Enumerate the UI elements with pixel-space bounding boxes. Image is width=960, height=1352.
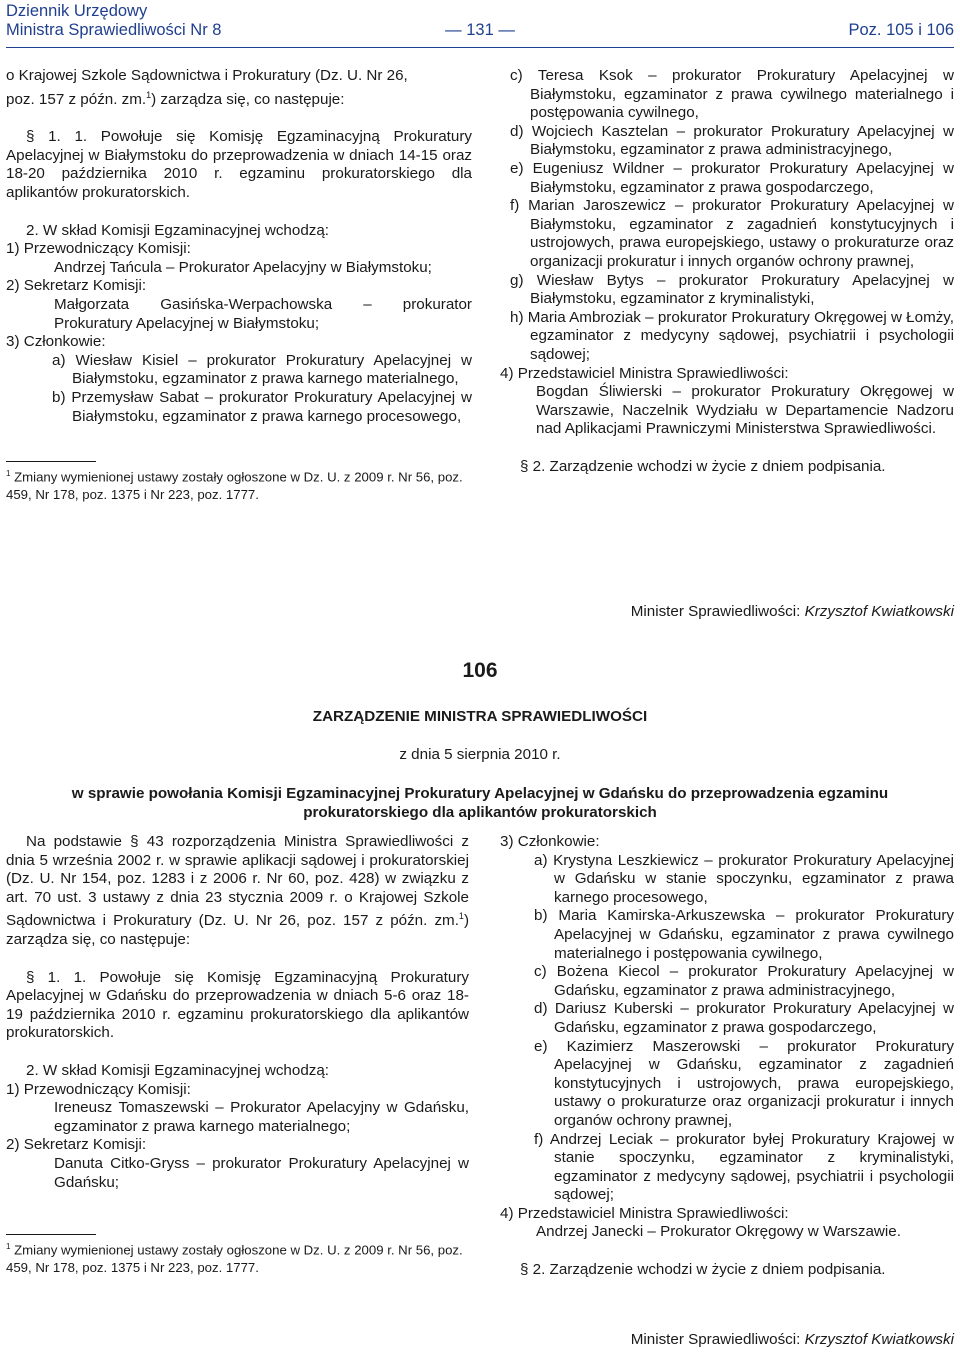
doc106-par2: 2. W skład Komisji Egzaminacyjnej wchodzą: xyxy=(26,1062,330,1079)
signature-role: Minister Sprawiedliwości: xyxy=(630,1331,801,1348)
intro-text-2: poz. 157 z późn. zm. xyxy=(6,90,147,108)
doc105-secretary-value: Małgorzata Gasińska-Werpachowska – prokurator Prokuratury Apelacyjnej w Białymstoku; xyxy=(54,296,472,332)
footnote-mark: 1 xyxy=(6,1242,11,1252)
page-number: — 131 — xyxy=(445,21,515,39)
basis-text-1: Na podstawie § 43 rozporządzenia Ministra Sprawiedliwości z dnia 5 września 2002 r. w sprawie aplikacji sądowej i prokuratorskiej (Dz. U. Nr 154, poz. 1283 i z 2006 r. Nr 60, poz. 428) w związku z art. 70 ust. 3 ustawy z dnia 23 stycznia 2009 r. o Krajowej Szkole Sądownictwa i Prokuratury (Dz. U. Nr 26, poz. 157 z późn. zm. xyxy=(6,833,469,930)
doc106-signature xyxy=(631,1331,954,1350)
basis-text-2: ) zarządza się, co następuje: xyxy=(6,912,469,949)
journal-title: Dziennik Urzędowy xyxy=(6,2,148,20)
doc106-member-a: a) Krystyna Leszkiewicz – prokurator Prokuratury Apelacyjnej w Gdańsku w stanie spoczynku, egzaminator z prawa karnego procesowego, xyxy=(534,851,954,906)
footnote-ref: 1 xyxy=(458,911,464,922)
doc106-date: z dnia 5 sierpnia 2010 r. xyxy=(399,746,561,763)
doc105-par2: 2. W skład Komisji Egzaminacyjnej wchodzą: xyxy=(26,221,330,239)
doc105-member-d: d) Wojciech Kasztelan – prokurator Prokuratury Apelacyjnej w Białymstoku, egzaminator z prawa administracyjnego, xyxy=(510,122,954,159)
doc105-representative-label: 4) Przedstawiciel Ministra Sprawiedliwości: xyxy=(500,364,789,382)
footnote-text: Zmiany wymienionej ustawy zostały ogłoszone w Dz. U. z 2009 r. Nr 56, poz. 459, Nr 178, poz. 1375 i Nr 223, poz. 1777. xyxy=(6,1242,463,1275)
doc106-subject: w sprawie powołania Komisji Egzaminacyjnej Prokuratury Apelacyjnej w Gdańsku do przeprowadzenia egzaminu prokuratorskiego dla aplikantów prokuratorskich xyxy=(71,785,889,821)
signature-role: Minister Sprawiedliwości: xyxy=(630,603,801,620)
doc106-secretary-value: Danuta Citko-Gryss – prokurator Prokuratury Apelacyjnej w Gdańsku; xyxy=(54,1154,469,1191)
doc106-right-column xyxy=(500,833,954,1280)
doc105-member-h: h) Maria Ambroziak – prokurator Prokuratury Okręgowej w Łomży, egzaminator z medycyny sądowej, psychiatrii i psychologii sądowej; xyxy=(510,308,954,363)
doc106-chair-value: Ireneusz Tomaszewski – Prokurator Apelacyjny w Gdańsku, egzaminator z prawa karnego materialnego; xyxy=(54,1099,469,1135)
doc105-member-f: f) Marian Jaroszewicz – prokurator Prokuratury Apelacyjnej w Białymstoku, egzaminator z zagadnień konstytucyjnych i ustrojowych, prawa europejskiego, ustawy o prokuraturze oraz organizacji prokuratur i innych organów ochrony prawnej, xyxy=(510,197,954,270)
doc106-member-c: c) Bożena Kiecol – prokurator Prokuratury Apelacyjnej w Gdańsku, egzaminator z prawa administracyjnego, xyxy=(534,963,954,999)
footnote-rule xyxy=(6,1234,96,1235)
doc106-chair-label: 1) Przewodniczący Komisji: xyxy=(6,1080,191,1098)
doc105-chair-value: Andrzej Tańcula – Prokurator Apelacyjny w Białymstoku; xyxy=(54,258,432,276)
doc105-par1: § 1. 1. Powołuje się Komisję Egzaminacyjną Prokuratury Apelacyjnej w Białymstoku do przeprowadzenia w dniach 14-15 oraz 18-20 października 2010 r. egzaminu prokuratorskiego dla aplikantów prokuratorskich. xyxy=(6,128,472,202)
doc105-intro xyxy=(6,67,472,109)
footnote-ref: 1 xyxy=(146,89,152,100)
intro-text-3: ) zarządza się, co następuje: xyxy=(151,90,345,108)
doc106-title: ZARZĄDZENIE MINISTRA SPRAWIEDLIWOŚCI xyxy=(312,708,648,725)
page-header xyxy=(6,2,954,48)
doc106-basis xyxy=(6,833,469,950)
doc106-members-label: 3) Członkowie: xyxy=(500,833,600,850)
footnote-text: Zmiany wymienionej ustawy zostały ogłoszone w Dz. U. z 2009 r. Nr 56, poz. 459, Nr 178, poz. 1375 i Nr 223, poz. 1777. xyxy=(6,469,463,502)
doc106-number: 106 xyxy=(462,659,498,682)
doc105-par-2: § 2. Zarządzenie wchodzi w życie z dniem podpisania. xyxy=(520,457,886,475)
doc106-member-f: f) Andrzej Leciak – prokurator byłej Prokuratury Krajowej w stanie spoczynku, egzaminator z kryminalistyki, egzaminator z medycyny sądowej, psychiatrii i psychologii sądowej; xyxy=(534,1130,954,1204)
doc106-secretary-label: 2) Sekretarz Komisji: xyxy=(6,1136,147,1154)
doc105-member-g: g) Wiesław Bytys – prokurator Prokuratury Apelacyjnej w Białymstoku, egzaminator z kryminalistyki, xyxy=(510,271,954,308)
doc105-left-column xyxy=(6,67,472,503)
signature-name: Krzysztof Kwiatkowski xyxy=(804,1331,954,1348)
doc105-member-c: c) Teresa Ksok – prokurator Prokuratury Apelacyjnej w Białymstoku, egzaminator z prawa cywilnego materialnego i postępowania cywilnego, xyxy=(510,67,954,122)
doc105-signature xyxy=(631,603,954,622)
footnote-mark: 1 xyxy=(6,469,11,479)
footnote-rule xyxy=(6,461,96,462)
signature-name: Krzysztof Kwiatkowski xyxy=(804,603,954,620)
doc106-member-d: d) Dariusz Kuberski – prokurator Prokuratury Apelacyjnej w Gdańsku, egzaminator z prawa gospodarczego, xyxy=(534,1000,954,1036)
position-range: Poz. 105 i 106 xyxy=(848,21,954,39)
doc106-par1: § 1. 1. Powołuje się Komisję Egzaminacyjną Prokuratury Apelacyjnej w Gdańsku do przeprowadzenia w dniach 5-6 oraz 18-19 października 2010 r. egzaminu prokuratorskiego dla aplikantów prokuratorskich. xyxy=(6,968,469,1042)
doc105-members-label: 3) Członkowie: xyxy=(6,333,106,351)
doc106-par-2: § 2. Zarządzenie wchodzi w życie z dniem podpisania. xyxy=(520,1261,886,1279)
doc105-representative-value: Bogdan Śliwierski – prokurator Prokuratury Okręgowej w Warszawie, Naczelnik Wydziału w Departamencie Nadzoru nad Aplikacjami Prawniczymi Ministerstwa Sprawiedliwości. xyxy=(536,383,954,438)
doc106-left-column xyxy=(6,833,469,1276)
doc105-chair-label: 1) Przewodniczący Komisji: xyxy=(6,240,191,258)
doc106-member-e: e) Kazimierz Maszerowski – prokurator Prokuratury Apelacyjnej w Gdańsku, egzaminator z zagadnień konstytucyjnych i ustrojowych, prawa europejskiego, ustawy o prokuraturze oraz organizacji prokuratur i innych organów ochrony prawnej, xyxy=(534,1037,954,1129)
doc105-right-column xyxy=(500,67,954,476)
doc105-member-e: e) Eugeniusz Wildner – prokurator Prokuratury Apelacyjnej w Białymstoku, egzaminator z prawa gospodarczego, xyxy=(510,159,954,196)
doc106-member-b: b) Maria Kamirska-Arkuszewska – prokurator Prokuratury Apelacyjnej w Gdańsku, egzaminator z prawa cywilnego materialnego i postępowania cywilnego, xyxy=(534,907,954,962)
doc105-member-a: a) Wiesław Kisiel – prokurator Prokuratury Apelacyjnej w Białymstoku, egzaminator z prawa karnego materialnego, xyxy=(52,351,472,388)
doc105-member-b: b) Przemysław Sabat – prokurator Prokuratury Apelacyjnej w Białymstoku, egzaminator z prawa karnego procesowego, xyxy=(52,388,472,425)
intro-text-1: o Krajowej Szkole Sądownictwa i Prokuratury (Dz. U. Nr 26, xyxy=(6,67,408,84)
header-rule xyxy=(6,47,954,48)
doc106-representative-label: 4) Przedstawiciel Ministra Sprawiedliwości: xyxy=(500,1204,789,1222)
doc106-footnote xyxy=(6,1238,469,1275)
doc106-representative-value: Andrzej Janecki – Prokurator Okręgowy w Warszawie. xyxy=(536,1223,901,1241)
doc105-secretary-label: 2) Sekretarz Komisji: xyxy=(6,277,147,295)
journal-issue: Ministra Sprawiedliwości Nr 8 xyxy=(6,21,222,39)
doc105-footnote xyxy=(6,465,472,502)
